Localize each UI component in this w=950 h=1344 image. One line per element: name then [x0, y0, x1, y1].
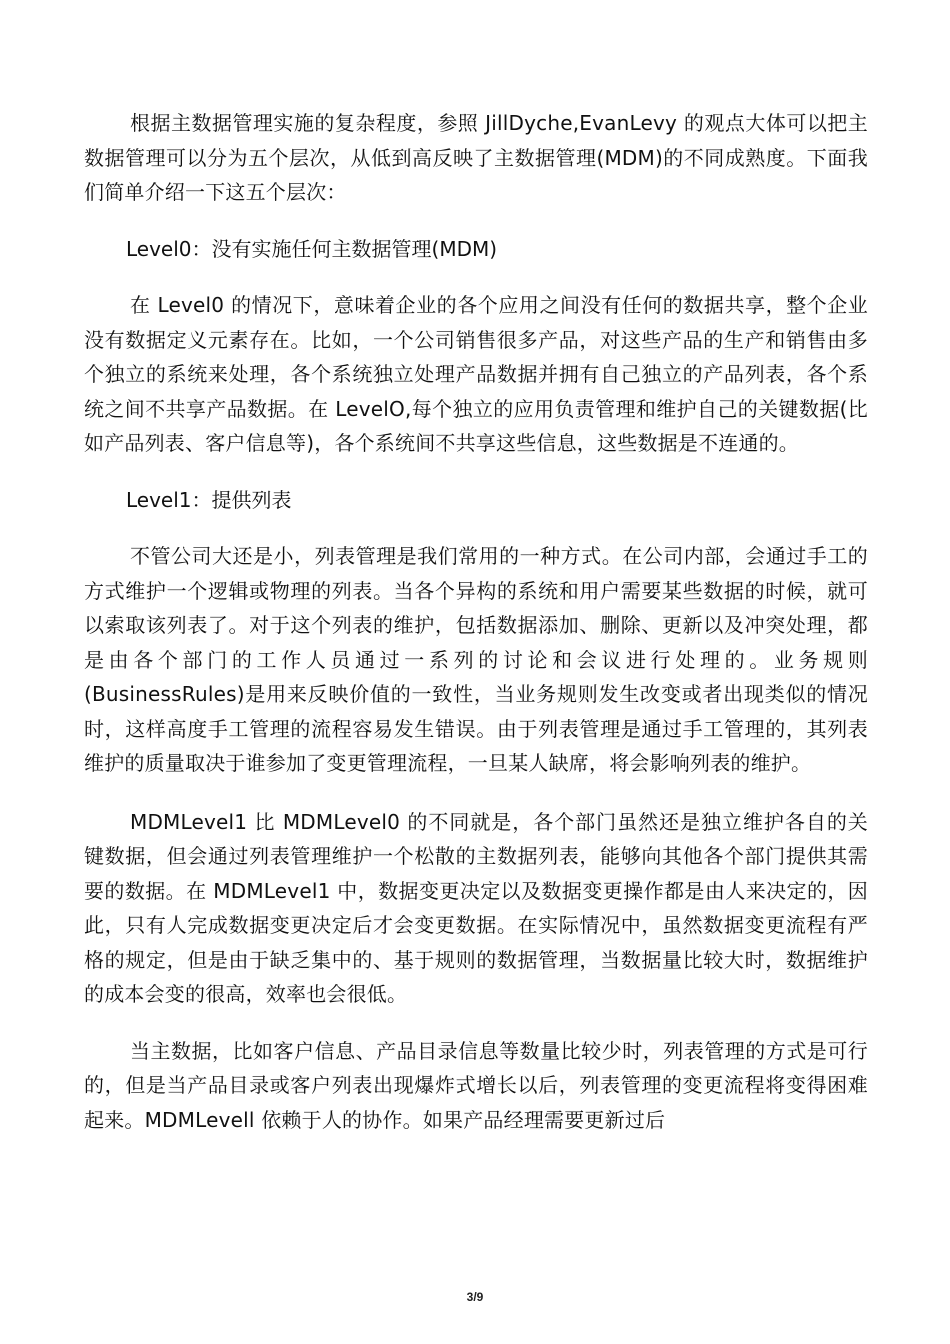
level0-heading: Level0：没有实施任何主数据管理(MDM) — [126, 236, 498, 261]
spacer — [84, 266, 868, 288]
spacer — [84, 517, 868, 539]
page-number: 3/9 — [466, 1290, 484, 1304]
comparison-paragraph: MDMLevel1 比 MDMLevel0 的不同就是，各个部门虽然还是独立维护各自的关键数据，但会通过列表管理维护一个松散的主数据列表，能够向其他各个部门提供其需要的数据。在 MDMLevel1 中，数据变更决定以及数据变更操作都是由人来决定的，因此，只有人完成数据变更决定后才会变更数据。在实际情况中，虽然数据变更流程有严格的规定，但是由于缺乏集中的、基于规则的数据管理，当数据量比较大时，数据维护的成本会变的很高，效率也会很低。 — [84, 809, 868, 1006]
intro-paragraph: 根据主数据管理实施的复杂程度，参照 JillDyche,EvanLevy 的观点大体可以把主数据管理可以分为五个层次，从低到高反映了主数据管理(MDM)的不同成熟度。下面我们简单介绍一下这五个层次： — [84, 111, 868, 204]
spacer — [84, 461, 868, 483]
level1-paragraph: 不管公司大还是小，列表管理是我们常用的一种方式。在公司内部，会通过手工的方式维护一个逻辑或物理的列表。当各个异构的系统和用户需要某些数据的时候，就可以索取该列表了。对于这个列表的维护，包括数据添加、删除、更新以及冲突处理，都是由各个部门的工作人员通过一系列的讨论和会议进行处理的。业务规则(BusinessRules)是用来反映价值的一致性，当业务规则发生改变或者出现类似的情况时，这样高度手工管理的流程容易发生错误。由于列表管理是通过手工管理的，其列表维护的质量取决于谁参加了变更管理流程，一旦某人缺席，将会影响列表的维护。 — [84, 544, 868, 775]
level1-heading: Level1：提供列表 — [126, 487, 292, 512]
spacer — [84, 1012, 868, 1034]
spacer — [84, 210, 868, 232]
level0-paragraph: 在 Level0 的情况下，意味着企业的各个应用之间没有任何的数据共享，整个企业没有数据定义元素存在。比如，一个公司销售很多产品，对这些产品的生产和销售由多个独立的系统来处理，各个系统独立处理产品数据并拥有自己独立的产品列表，各个系统之间不共享产品数据。在 LevelO,每个独立的应用负责管理和维护自己的关键数据(比如产品列表、客户信息等)，各个系统间不共享这些信息，这些数据是不连通的。 — [84, 293, 868, 455]
closing-paragraph: 当主数据，比如客户信息、产品目录信息等数量比较少时，列表管理的方式是可行的，但是当产品目录或客户列表出现爆炸式增长以后，列表管理的变更流程将变得困难起来。MDMLevell 依赖于人的协作。如果产品经理需要更新过后 — [84, 1038, 868, 1132]
spacer — [84, 781, 868, 805]
document-body — [84, 106, 868, 1137]
